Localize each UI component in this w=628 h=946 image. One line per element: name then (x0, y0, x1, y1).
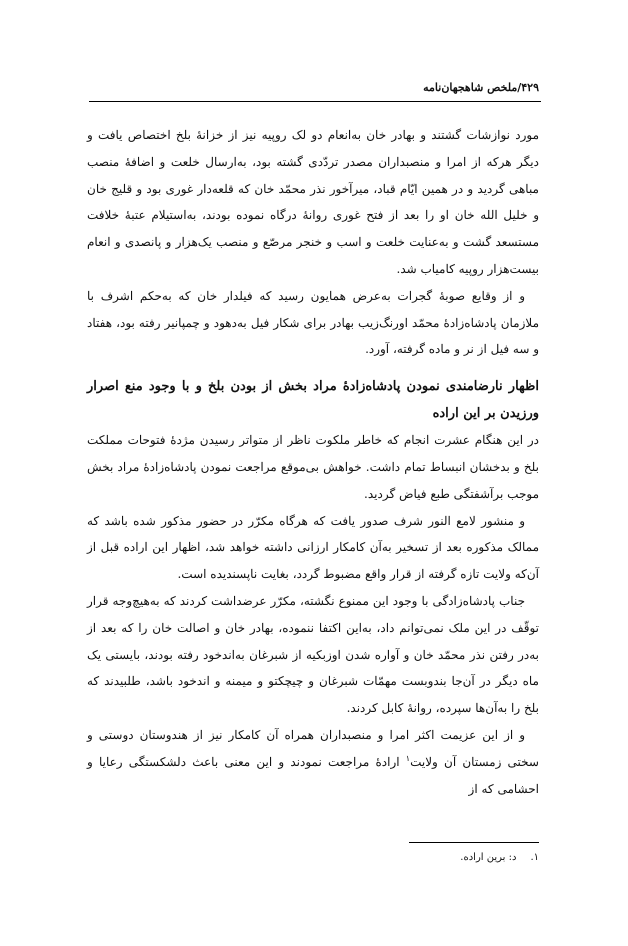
running-head: ۴۲۹/ملخص شاهجهان‌نامه (423, 81, 539, 94)
section-paragraph-4 (87, 722, 539, 802)
footnote-number: ۱. (530, 852, 539, 863)
header-rule (89, 101, 541, 102)
paragraph-1: مورد نوازشات گشتند و بهادر خان به‌انعام دو لک روپیه نیز از خزانهٔ بلخ اختصاص یافت و دیگر هرکه از امرا و منصبداران مصدر تردّدی گشته بود، به‌ارسال خلعت و اضافهٔ منصب مباهی گردید و در همین ایّام قباد، میرآخور نذر محمّد خان که قلعه‌دار غوری بود و قلیج خان و خلیل الله خان او را بعد از فتح غوری روانهٔ درگاه نموده بودند، به‌استیلام عتبهٔ خلافت مستسعد گشت و به‌عنایت خلعت و اسب و خنجر مرصّع و منصب یک‌هزار و پانصدی و انعام بیست‌هزار روپیه کامیاب شد. (87, 128, 539, 276)
section-heading: اظهار نارضامندی نمودن پادشاه‌زادهٔ مراد بخش از بودن بلخ و با وجود منع اصرار ورزیدن بر این اراده (87, 379, 539, 422)
footnote-rule (409, 842, 539, 843)
paragraph-2: و از وقایع صوبهٔ گجرات به‌عرض همایون رسید که فیلدار خان که به‌حکم اشرف با ملازمان پادشاه‌زادهٔ محمّد اورنگ‌زیب بهادر برای شکار فیل به‌دهود و چمپانیر رفته بود، هفتاد و سه فیل از نر و ماده گرفته، آورد. (87, 288, 539, 357)
section-paragraph-3: جناب پادشاه‌زادگی با وجود این ممنوع نگشته، مکرّر عرضداشت کردند که به‌هیچ‌وجه قرار توقّف در این ملک نمی‌توانم داد، به‌این اکتفا ننموده، بهادر خان و اصالت خان را که بعد از به‌در رفتن نذر محمّد خان و آواره شدن اوزبکیه از شبرغان به‌اندخود رفته بودند، بایستی یک ماه دیگر در آن‌جا بندوبست مهمّات شبرغان و چیچکتو و میمنه و اندخود باشد، طلبیدند که بلخ را به‌آن‌ها سپرده، روانهٔ کابل کردند. (87, 593, 539, 716)
footnote-text: د: برین اراده. (460, 852, 517, 863)
section-paragraph-4-tail: ارادهٔ مراجعت نمودند و این معنی باعث دلشکستگی رعایا و احشامی که از (87, 754, 539, 796)
footnote-marker[interactable]: ۱ (405, 753, 411, 763)
body-text (87, 122, 539, 802)
section-paragraph-4-text: و از این عزیمت اکثر امرا و منصبداران همراه آن کامکار نیز از هندوستان دوستی و سختی زمستان آن ولایت (87, 727, 539, 769)
footnote (87, 850, 539, 866)
section-paragraph-1: در این هنگام عشرت انجام که خاطر ملکوت ناظر از متواتر رسیدن مژدهٔ فتوحات مملکت بلخ و بدخشان انبساط تمام داشت. خواهش بی‌موقع مراجعت نمودن پادشاه‌زادهٔ مراد بخش موجب برآشفتگی طبع فیاض گردید. (87, 433, 539, 501)
section-paragraph-2: و منشور لامع النور شرف صدور یافت که هرگاه مکرّر در حضور مذکور شده باشد که ممالک مذکوره بعد از تسخیر به‌آن کامکار ارزانی داشته خواهد شد، اظهار این اراده قبل از آن‌که ولایت تازه گرفته از قرار واقع مضبوط گردد، بغایت ناپسندیده است. (87, 513, 539, 582)
